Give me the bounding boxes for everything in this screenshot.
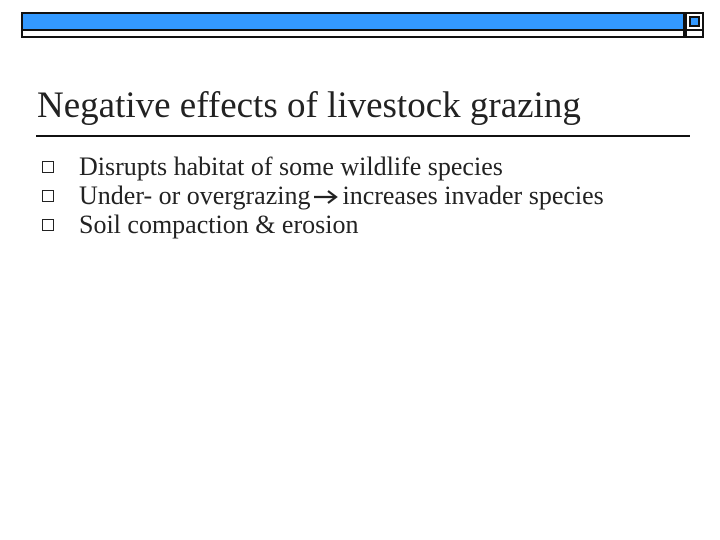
hollow-square-bullet-icon: [42, 219, 54, 231]
slide-title: Negative effects of livestock grazing: [37, 85, 581, 126]
top-corner-box: [685, 12, 704, 38]
title-underline: [36, 135, 690, 137]
top-decorative-bar: [21, 12, 685, 38]
bullet-item: [42, 181, 682, 210]
bullet-item: [42, 210, 682, 239]
bullet-list: [42, 152, 682, 239]
bullet-item: [42, 152, 682, 181]
bullet-text-after-arrow: increases invader species: [342, 181, 604, 210]
top-corner-box-divider: [687, 29, 702, 31]
hollow-square-bullet-icon: [42, 190, 54, 202]
right-arrow-icon: [313, 190, 339, 204]
bullet-text-before-arrow: Under- or overgrazing: [79, 181, 311, 210]
bullet-text: Disrupts habitat of some wildlife species: [79, 152, 503, 181]
top-bar-accent-fill: [23, 14, 683, 31]
bullet-text: Soil compaction & erosion: [79, 210, 359, 239]
hollow-square-bullet-icon: [42, 161, 54, 173]
top-corner-box-accent: [689, 16, 700, 27]
